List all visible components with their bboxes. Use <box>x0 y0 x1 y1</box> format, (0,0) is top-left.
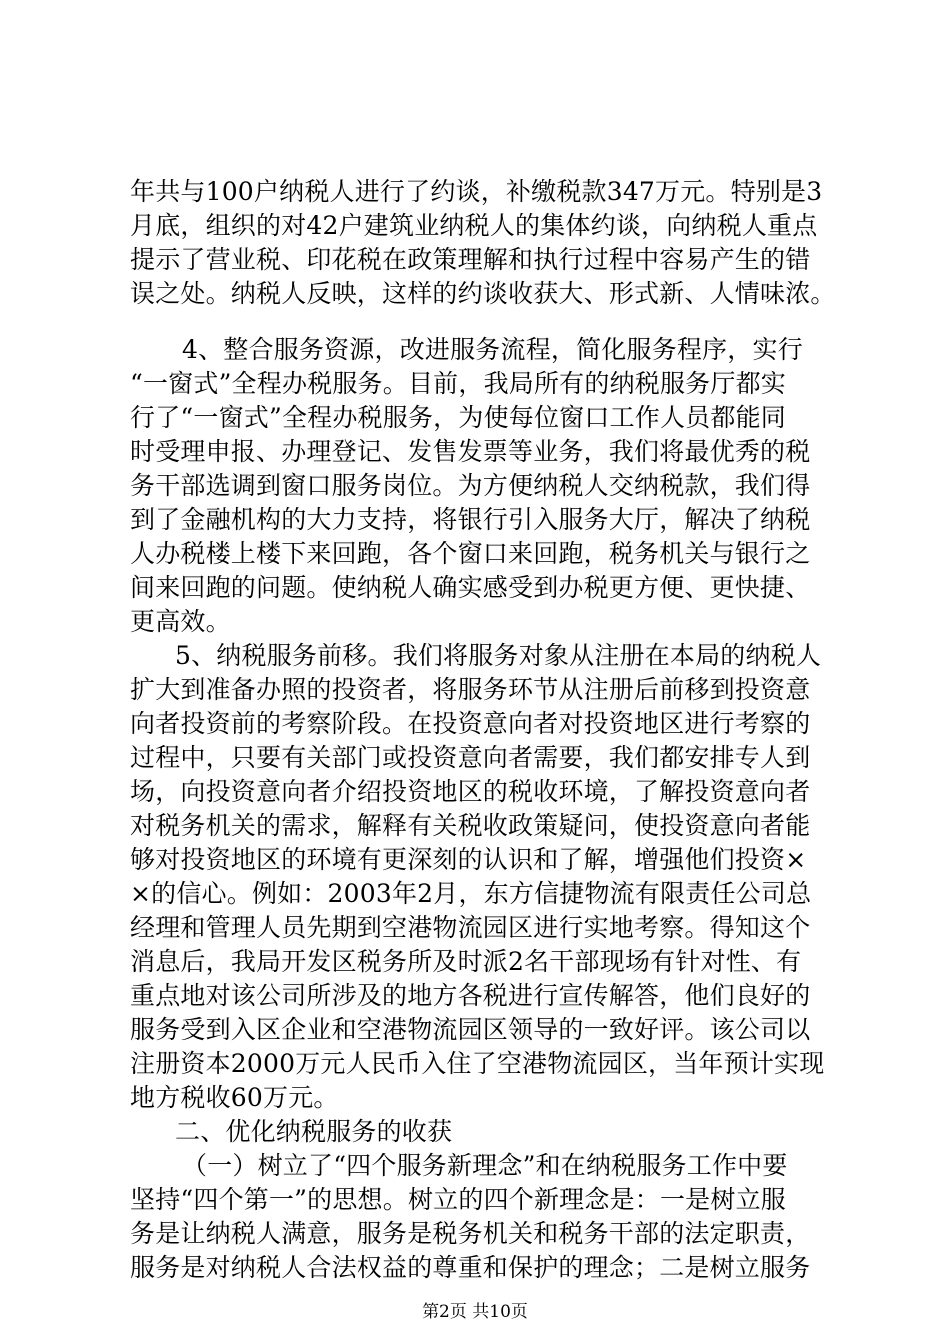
paragraph-4-first-line: 4、整合服务资源，改进服务流程，简化服务程序，实行 <box>182 335 803 364</box>
text-line: 间来回跑的问题。使纳税人确实感受到办税更方便、更快捷、 <box>130 573 811 602</box>
text-line: 向者投资前的考察阶段。在投资意向者对投资地区进行考察的 <box>130 709 811 738</box>
text-line: 消息后，我局开发区税务所及时派2名干部现场有针对性、有 <box>130 947 802 976</box>
text-line: 更高效。 <box>130 607 231 636</box>
text-line: 注册资本2000万元人民币入住了空港物流园区，当年预计实现 <box>130 1049 825 1078</box>
text-line: “一窗式”全程办税服务。目前，我局所有的纳税服务厅都实 <box>130 369 786 398</box>
text-line: 重点地对该公司所涉及的地方各税进行宣传解答，他们良好的 <box>130 981 811 1010</box>
text-line: 对税务机关的需求，解释有关税收政策疑问，使投资意向者能 <box>130 811 811 840</box>
page-number-footer: 第2页 共10页 <box>422 1302 528 1322</box>
text-line: 坚持“四个第一”的思想。树立的四个新理念是：一是树立服 <box>130 1185 786 1214</box>
paragraph-5-first-line: 5、纳税服务前移。我们将服务对象从注册在本局的纳税人 <box>175 641 822 670</box>
text-line: 年共与100户纳税人进行了约谈，补缴税款347万元。特别是3 <box>130 177 823 206</box>
text-line: 月底，组织的对42户建筑业纳税人的集体约谈，向纳税人重点 <box>130 211 818 240</box>
text-line: 务干部选调到窗口服务岗位。为方便纳税人交纳税款，我们得 <box>130 471 811 500</box>
text-line: 误之处。纳税人反映，这样的约谈收获大、形式新、人情味浓。 <box>130 279 836 308</box>
text-line: 时受理申报、办理登记、发售发票等业务，我们将最优秀的税 <box>130 437 811 466</box>
text-line: 行了“一窗式”全程办税服务，为使每位窗口工作人员都能同 <box>130 403 786 432</box>
text-line: 服务受到入区企业和空港物流园区领导的一致好评。该公司以 <box>130 1015 811 1044</box>
text-line: 场，向投资意向者介绍投资地区的税收环境，了解投资意向者 <box>130 777 811 806</box>
text-line: 地方税收60万元。 <box>130 1083 339 1112</box>
text-line: 扩大到准备办照的投资者，将服务环节从注册后前移到投资意 <box>130 675 811 704</box>
section-heading: 二、优化纳税服务的收获 <box>175 1117 453 1146</box>
text-line: 人办税楼上楼下来回跑，各个窗口来回跑，税务机关与银行之 <box>130 539 811 568</box>
text-line: ×的信心。例如：2003年2月，东方信捷物流有限责任公司总 <box>130 879 812 908</box>
text-line: 够对投资地区的环境有更深刻的认识和了解，增强他们投资× <box>130 845 807 874</box>
text-line: 提示了营业税、印花税在政策理解和执行过程中容易产生的错 <box>130 245 811 274</box>
subsection-first-line: （一）树立了“四个服务新理念”和在纳税服务工作中要 <box>182 1151 788 1180</box>
text-line: 服务是对纳税人合法权益的尊重和保护的理念；二是树立服务 <box>130 1253 811 1282</box>
text-line: 到了金融机构的大力支持，将银行引入服务大厅，解决了纳税 <box>130 505 811 534</box>
text-line: 过程中，只要有关部门或投资意向者需要，我们都安排专人到 <box>130 743 811 772</box>
text-line: 务是让纳税人满意，服务是税务机关和税务干部的法定职责， <box>130 1219 811 1248</box>
text-line: 经理和管理人员先期到空港物流园区进行实地考察。得知这个 <box>130 913 811 942</box>
